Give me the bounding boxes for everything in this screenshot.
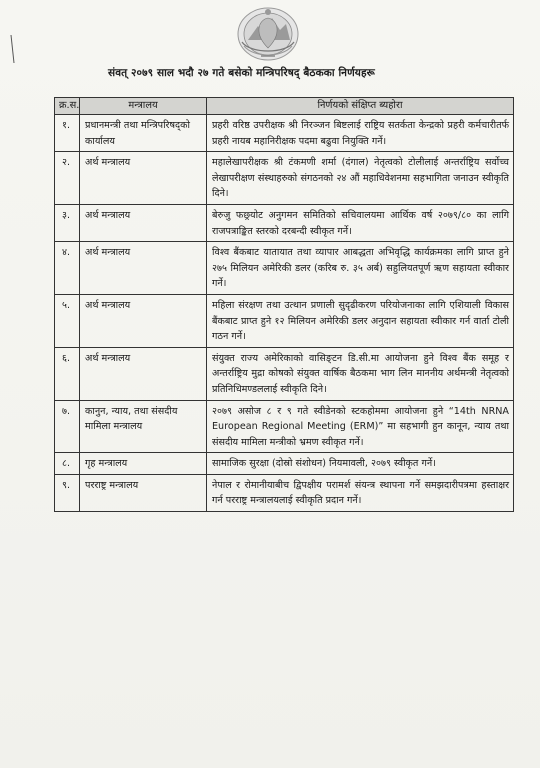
row-ministry: अर्थ मन्त्रालय <box>80 347 207 400</box>
table-row <box>55 400 514 453</box>
table-row <box>55 474 514 511</box>
table-row <box>55 347 514 400</box>
row-decision: संयुक्त राज्य अमेरिकाको वासिङ्टन डि.सी.मा आयोजना हुने विश्व बैंक समूह र अन्तर्राष्ट्रिय मुद्रा कोषको संयुक्त वार्षिक बैठकमा भाग लिन माननीय अर्थमन्त्री नेतृत्वको प्रतिनिधिमण्डललाई स्वीकृति दिने। <box>207 347 514 400</box>
row-serial: ६. <box>55 347 80 400</box>
table-row <box>55 204 514 241</box>
document-title: संवत् २०७९ साल भदौ २७ गते बसेको मन्त्रिपरिषद् बैठकका निर्णयहरू <box>108 67 375 79</box>
table-row <box>55 294 514 347</box>
row-ministry: अर्थ मन्त्रालय <box>80 152 207 205</box>
nepal-emblem-icon <box>228 4 308 62</box>
table-row <box>55 453 514 475</box>
row-decision: नेपाल र रोमानीयाबीच द्विपक्षीय परामर्श संयन्त्र स्थापना गर्ने समझदारीपत्रमा हस्ताक्षर गर्न परराष्ट्र मन्त्रालयलाई स्वीकृति प्रदान गर्ने। <box>207 474 514 511</box>
table-row <box>55 242 514 295</box>
row-ministry: कानुन, न्याय, तथा संसदीय मामिला मन्त्रालय <box>80 400 207 453</box>
header-ministry: मन्त्रालय <box>80 98 207 115</box>
row-decision: २०७९ असोज ८ र ९ गते स्वीडेनको स्टकहोममा आयोजना हुने “14th NRNA European Regional Meeting (ERM)” मा सहभागी हुन कानून, न्याय तथा संसदीय मामिला मन्त्रीको भ्रमण स्वीकृत गर्ने। <box>207 400 514 453</box>
row-decision: बेरुजु फछ्र्योट अनुगमन समितिको सचिवालयमा आर्थिक वर्ष २०७९/८० का लागि राजपत्राङ्कित स्तरको दरबन्दी स्वीकृत गर्ने। <box>207 204 514 241</box>
row-ministry: परराष्ट्र मन्त्रालय <box>80 474 207 511</box>
row-serial: ८. <box>55 453 80 475</box>
row-serial: ७. <box>55 400 80 453</box>
row-serial: ४. <box>55 242 80 295</box>
row-serial: ५. <box>55 294 80 347</box>
row-ministry: अर्थ मन्त्रालय <box>80 294 207 347</box>
row-ministry: प्रधानमन्त्री तथा मन्त्रिपरिषद्को कार्यालय <box>80 115 207 152</box>
header-serial: क्र.स. <box>55 98 80 115</box>
row-ministry: अर्थ मन्त्रालय <box>80 204 207 241</box>
table-row <box>55 152 514 205</box>
header-decision: निर्णयको संक्षिप्त ब्यहोरा <box>207 98 514 115</box>
decisions-table <box>54 97 514 512</box>
row-ministry: गृह मन्त्रालय <box>80 453 207 475</box>
pen-mark <box>10 34 16 64</box>
row-decision: प्रहरी वरिष्ठ उपरीक्षक श्री निरञ्जन बिष्टलाई राष्ट्रिय सतर्कता केन्द्रको प्रहरी कर्मचारीतर्फ प्रहरी नायब महानिरीक्षक पदमा बढुवा नियुक्ति गर्ने। <box>207 115 514 152</box>
row-serial: २. <box>55 152 80 205</box>
row-ministry: अर्थ मन्त्रालय <box>80 242 207 295</box>
row-serial: ३. <box>55 204 80 241</box>
row-decision: विश्व बैंकबाट यातायात तथा व्यापार आबद्धता अभिवृद्धि कार्यक्रमका लागि प्राप्त हुने २७५ मिलियन अमेरिकी डलर (करिब रु. ३५ अर्ब) सहुलियतपूर्ण ऋण सहायता स्वीकार गर्ने। <box>207 242 514 295</box>
row-decision: महालेखापरीक्षक श्री टंकमणी शर्मा (दंगाल) नेतृत्वको टोलीलाई अन्तर्राष्ट्रिय सर्वोच्च लेखापरीक्षण संस्थाहरुको संगठनको २४ औं महाधिवेशनमा सहभागिता जनाउन स्वीकृति दिने। <box>207 152 514 205</box>
row-decision: महिला संरक्षण तथा उत्थान प्रणाली सुदृढीकरण परियोजनाका लागि एशियाली विकास बैंकबाट प्राप्त हुने १२ मिलियन अमेरिकी डलर अनुदान सहायता स्वीकार गर्न वार्ता टोली गठन गर्ने। <box>207 294 514 347</box>
table-header-row <box>55 98 514 115</box>
table-row <box>55 115 514 152</box>
row-serial: ९. <box>55 474 80 511</box>
row-serial: १. <box>55 115 80 152</box>
row-decision: सामाजिक सुरक्षा (दोस्रो संशोधन) नियमावली, २०७९ स्वीकृत गर्ने। <box>207 453 514 475</box>
